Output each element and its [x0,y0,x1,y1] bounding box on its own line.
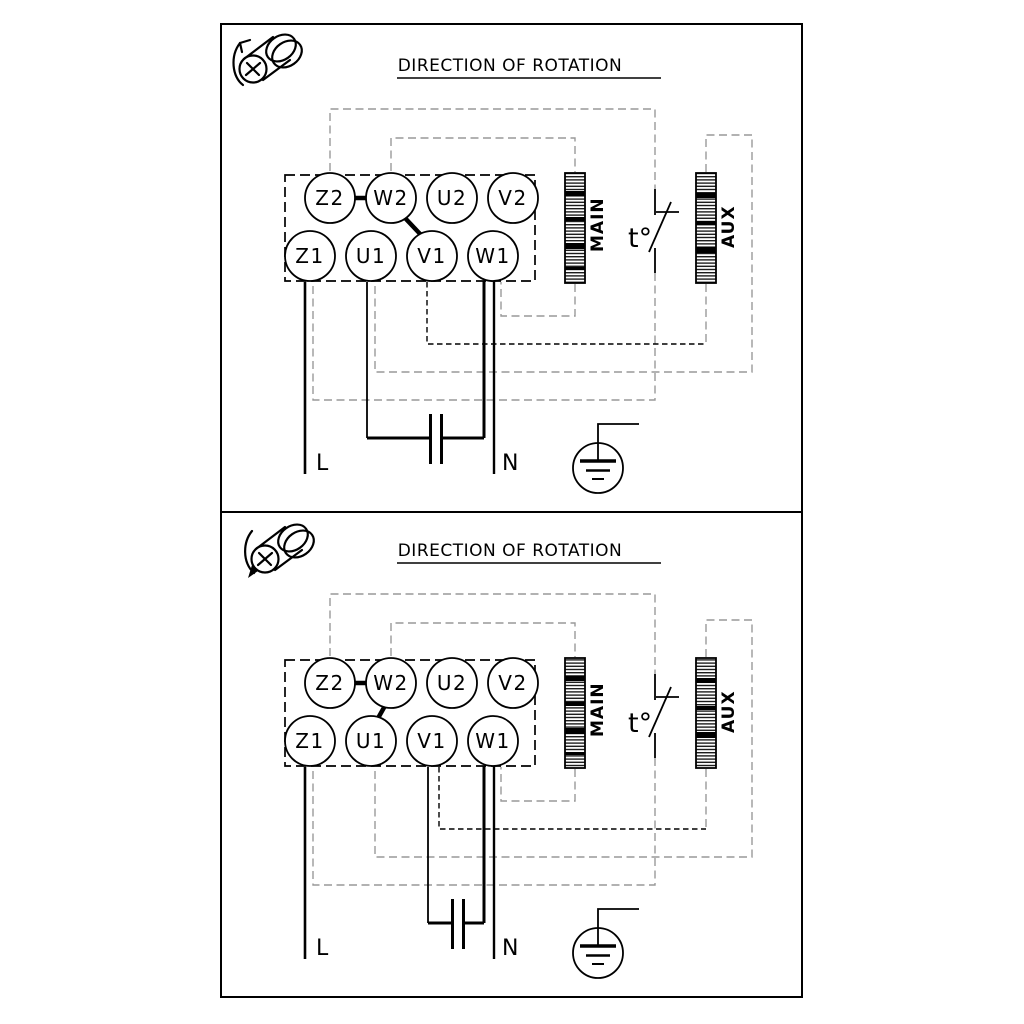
line-label: L [316,936,329,961]
capacitor [431,414,442,464]
terminal-label: U1 [355,244,387,268]
main-winding-block [565,658,608,768]
power-wiring [305,766,494,959]
terminal-label: Z1 [295,244,325,268]
rotation-direction-ccw-icon [234,29,307,85]
terminal-label: Z1 [295,729,325,753]
neutral-label: N [502,936,519,961]
terminal-label: W1 [475,244,511,268]
power-wiring [305,281,494,474]
terminal-label: W2 [373,186,409,210]
main-winding-block [565,173,608,283]
diagram-ccw [221,24,802,512]
rotation-direction-cw-icon [245,519,319,578]
diagram-title: DIRECTION OF ROTATION [397,56,623,76]
terminal-label: U2 [436,671,468,695]
thermal-switch-label: t° [628,708,653,739]
terminal-label: Z2 [315,186,345,210]
path-v1-to-aux [439,767,706,829]
link-w2-v1 [405,218,422,236]
aux-winding-label: AUX [719,690,739,733]
path-main-to-w1 [501,767,575,801]
terminal-label: V2 [498,186,528,210]
thermal-switch [628,674,679,758]
terminal-label: U2 [436,186,468,210]
thermal-switch-label: t° [628,223,653,254]
main-winding-label: MAIN [588,197,608,252]
path-v1-to-aux [427,282,706,344]
aux-winding-block [696,658,739,768]
earth-ground-symbol [573,909,639,978]
diagram-cw [221,512,802,997]
neutral-label: N [502,451,519,476]
terminal-label: U1 [355,729,387,753]
terminal-label: V1 [417,729,447,753]
terminal-label: V1 [417,244,447,268]
path-w2-to-main [391,138,575,172]
capacitor [453,899,464,949]
aux-winding-block [696,173,739,283]
path-main-to-w1 [501,282,575,316]
line-label: L [316,451,329,476]
terminal-label: Z2 [315,671,345,695]
terminal-label: W1 [475,729,511,753]
main-winding-label: MAIN [588,682,608,737]
terminal-label: W2 [373,671,409,695]
path-w2-to-main [391,623,575,657]
thermal-switch [628,189,679,273]
aux-winding-label: AUX [719,205,739,248]
diagram-title: DIRECTION OF ROTATION [397,541,623,561]
terminal-label: V2 [498,671,528,695]
earth-ground-symbol [573,424,639,493]
